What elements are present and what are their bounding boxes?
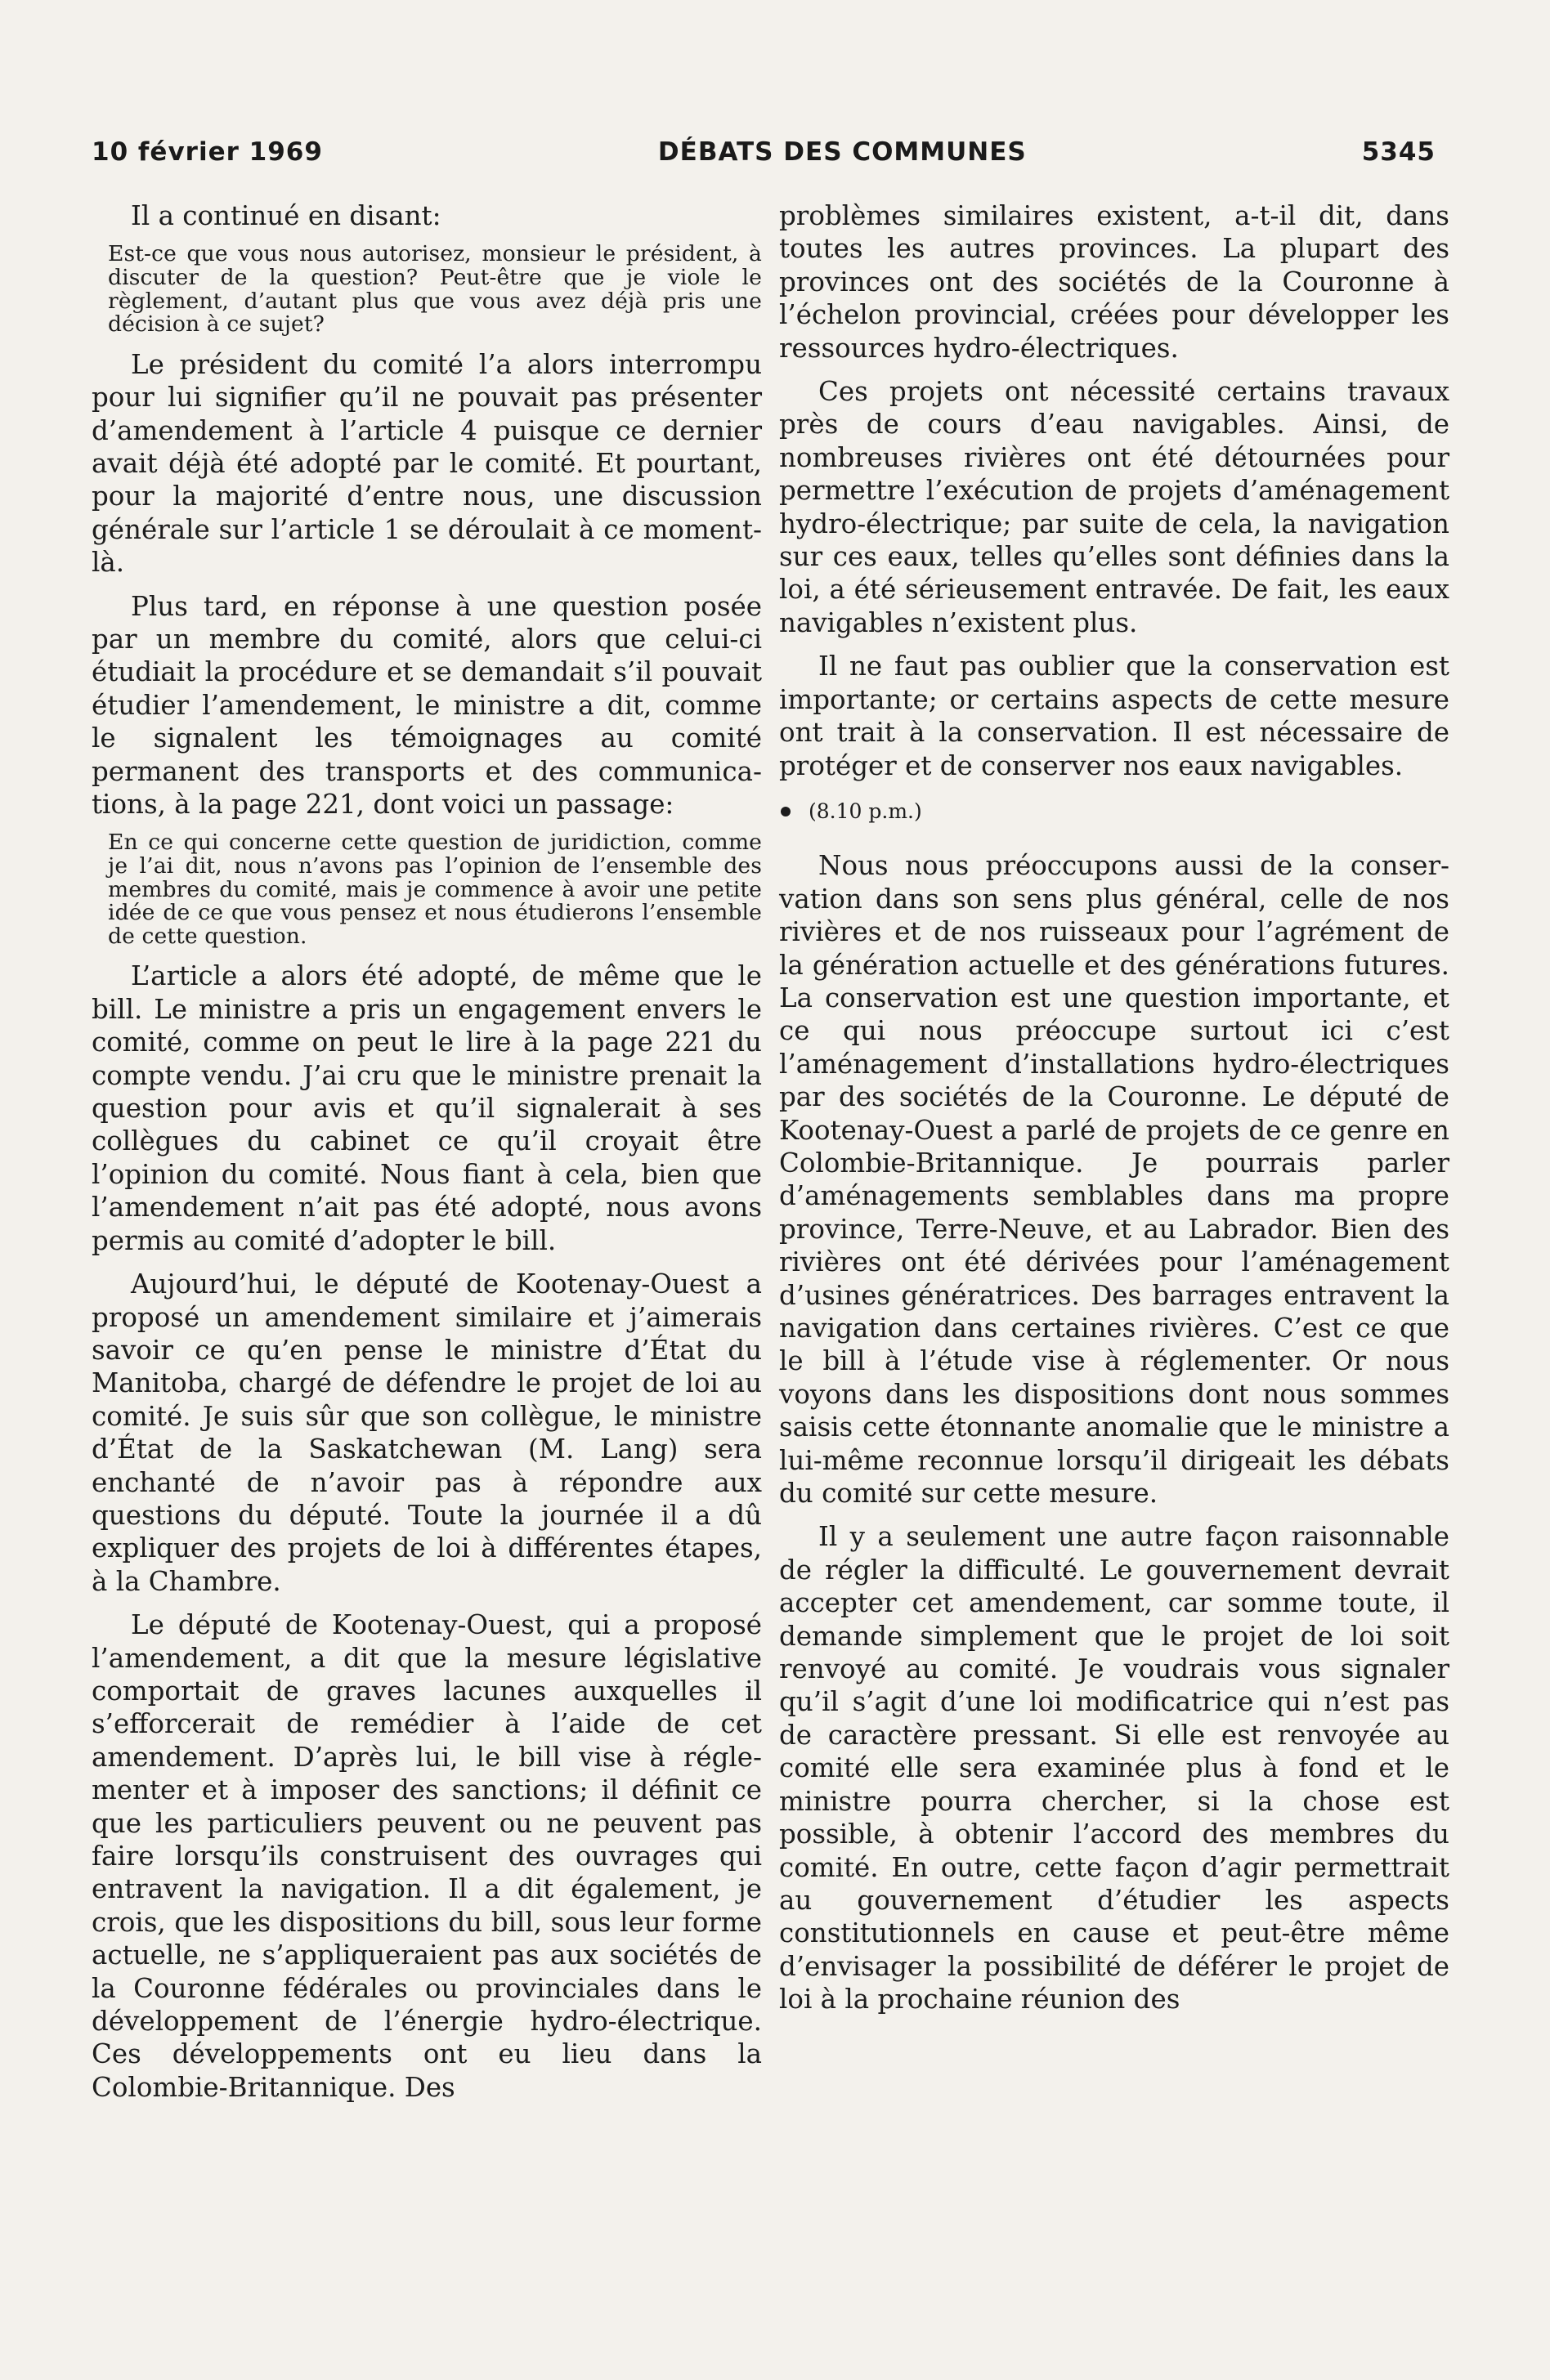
quotation: Est-ce que vous nous autorisez, monsieur le président, à discuter de la question? Peut-être que je viole le règlement, d’autant plus que vous avez déjà pris une décision à ce sujet? xyxy=(108,241,762,338)
paragraph: Plus tard, en réponse à une question posée par un membre du comité, alors que celui-ci étudiait la procédure et se demandait s’il pouvait étudier l’amendement, le ministre a dit, comme le signalent les témoignages au comité permanent des transports et des communications, à la page 221, dont voici un passage: xyxy=(92,590,762,821)
header-page-number: 5345 xyxy=(1361,137,1436,167)
paragraph: Il y a seulement une autre façon raisonnable de régler la difficulté. Le gouvernement devrait accepter cet amendement, car somme toute, il demande simplement que le projet de loi soit renvoyé au comité. Je voudrais vous signaler qu’il s’agit d’une loi modificatrice qui n’est pas de caractère pressant. Si elle est renvoyée au comité elle sera examinée plus à fond et le ministre pourra chercher, si la chose est possible, à obtenir l’accord des membres du comité. En outre, cette façon d’agir permettrait au gouvernement d’étudier les aspects constitutionnels en cause et peut-être même d’envisager la possibilité de déférer le projet de loi à la prochaine réunion des xyxy=(779,1521,1449,2015)
paragraph: Il a continué en disant: xyxy=(131,200,441,231)
paragraph: Nous nous préoccupons aussi de la conservation dans son sens plus général, celle de nos rivières et de nos ruisseaux pour l’agrément de la génération actuelle et des générations futures. La conservation est une question importante, et ce qui nous préoccupe surtout ici c’est l’aménagement d’installations hydro-électriques par des sociétés de la Couronne. Le député de Kootenay-Ouest a parlé de projets de ce genre en Colombie-Britannique. Je pourrais parler d’aménagements semblables dans ma propre province, Terre-Neuve, et au Labrador. Bien des rivières ont été dérivées pour l’aménagement d’usines génératrices. Des barrages entravent la navigation dans certaines rivières. C’est ce que le bill à l’étude vise à réglementer. Or nous voyons dans les dispositions dont nous sommes saisis cette étonnante anomalie que le ministre a lui-même reconnue lorsqu’il dirigeait les débats du comité sur cette mesure. xyxy=(779,850,1449,1510)
paragraph: Aujourd’hui, le député de Kootenay-Ouest a proposé un amendement similaire et j’aimerais savoir ce qu’en pense le ministre d’État du Manitoba, chargé de défendre le projet de loi au comité. Je suis sûr que son collègue, le ministre d’État de la Saskatchewan (M. Lang) sera enchanté de n’avoir pas à répondre aux questions du député. Toute la journée il a dû expliquer des projets de loi à différentes étapes, à la Chambre. xyxy=(92,1268,762,1597)
paragraph: Ces projets ont nécessité certains travaux près de cours d’eau navigables. Ainsi, de nombreuses rivières ont été détournées pour permettre l’exécution de projets d’aménagement hydro-électrique; par suite de cela, la navigation sur ces eaux, telles qu’elles sont définies dans la loi, a été sérieusement entravée. De fait, les eaux navigables n’existent plus. xyxy=(779,376,1449,638)
left-column xyxy=(92,199,762,2114)
paragraph: Le président du comité l’a alors interrompu pour lui signifier qu’il ne pouvait pas présenter d’amendement à l’article 4 puisque ce dernier avait déjà été adopté par le comité. Et pourtant, pour la majorité d’entre nous, une discussion générale sur l’article 1 se déroulait à ce moment-là. xyxy=(92,348,762,579)
header-date: 10 février 1969 xyxy=(92,137,323,167)
bullet-dot-icon xyxy=(781,807,791,816)
right-column xyxy=(779,199,1449,2027)
paragraph: Il ne faut pas oublier que la conservation est importante; or certains aspects de cette mesure ont trait à la conservation. Il est nécessaire de protéger et de conserver nos eaux navigables. xyxy=(779,651,1449,781)
paragraph: problèmes similaires existent, a-t-il dit, dans toutes les autres provinces. La plupart des provinces ont des sociétés de la Couronne à l’échelon provincial, créées pour développer les ressources hydro-électriques. xyxy=(779,200,1449,364)
time-marker-text: (8.10 p.m.) xyxy=(809,799,922,823)
header-title: DÉBATS DES COMMUNES xyxy=(657,137,1027,167)
page-header xyxy=(92,137,1436,167)
quotation: En ce qui concerne cette question de juridiction, comme je l’ai dit, nous n’avons pas l’opinion de l’ensemble des membres du comité, mais je commence à avoir une petite idée de ce que vous pensez et nous étudierons l’ensemble de cette question. xyxy=(108,830,762,949)
time-marker xyxy=(781,795,1449,828)
paragraph: Le député de Kootenay-Ouest, qui a proposé l’amendement, a dit que la mesure législative comportait de graves lacunes auxquelles il s’efforcerait de remédier à l’aide de cet amendement. D’après lui, le bill vise à réglementer et à imposer des sanctions; il définit ce que les particuliers peuvent ou ne peuvent pas faire lorsqu’ils construisent des ouvrages qui entravent la navigation. Il a dit également, je crois, que les dispositions du bill, sous leur forme actuelle, ne s’appliqueraient pas aux sociétés de la Couronne fédérales ou provinciales dans le développement de l’énergie hydro-électrique. Ces développements ont eu lieu dans la Colombie-Britannique. Des xyxy=(92,1609,762,2103)
paragraph: L’article a alors été adopté, de même que le bill. Le ministre a pris un engagement envers le comité, comme on peut le lire à la page 221 du compte vendu. J’ai cru que le ministre prenait la question pour avis et qu’il signalerait à ses collègues du cabinet ce qu’il croyait être l’opinion du comité. Nous fiant à cela, bien que l’amendement n’ait pas été adopté, nous avons permis au comité d’adopter le bill. xyxy=(92,960,762,1256)
